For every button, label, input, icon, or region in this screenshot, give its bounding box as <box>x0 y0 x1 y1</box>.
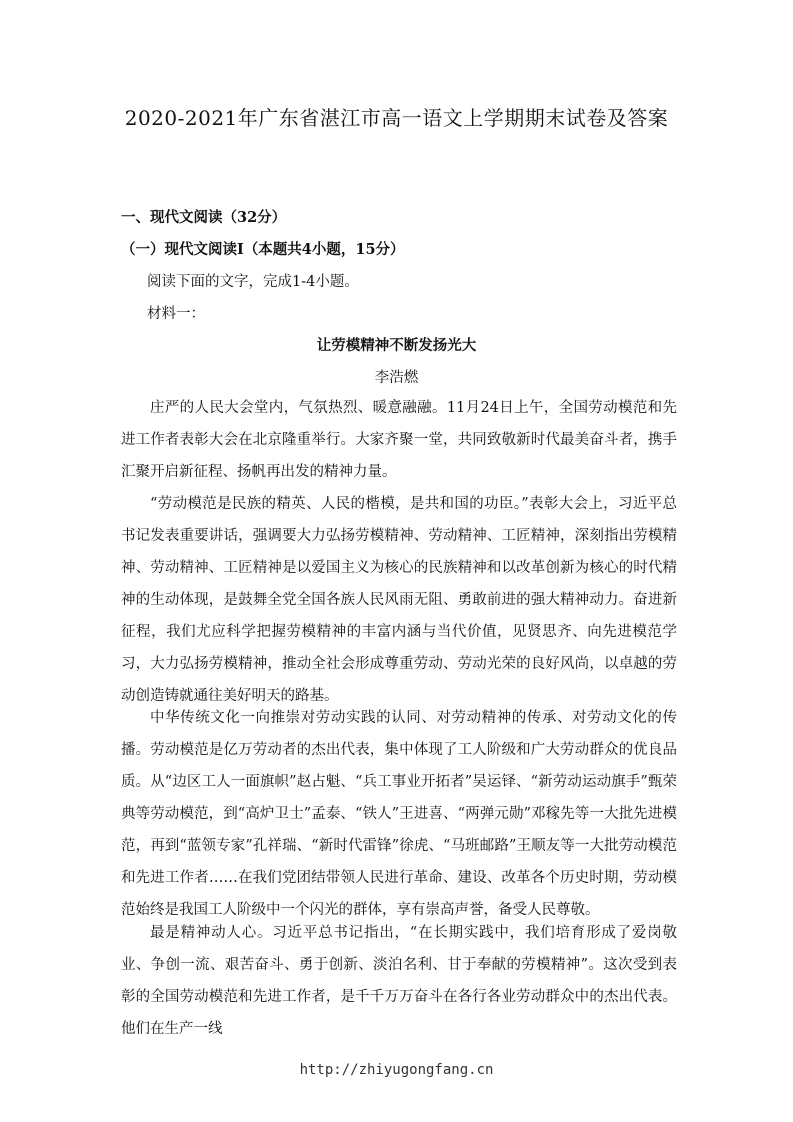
paragraph-1: 庄严的人民大会堂内，气氛热烈、暖意融融。11月24日上午，全国劳动模范和先进工作者表彰大会在北京隆重举行。大家齐聚一堂，共同致敬新时代最美奋斗者，携手汇聚开启新征程、扬帆再出发的精神力量。 <box>121 400 677 480</box>
footer-url: http://zhiyugongfang.cn <box>299 1062 494 1078</box>
article-author: 李浩燃 <box>374 370 419 386</box>
reading-instruction: 阅读下面的文字，完成1-4小题。 <box>147 274 359 290</box>
material-label: 材料一： <box>147 306 205 322</box>
document-title: 2020-2021年广东省湛江市高一语文上学期期末试卷及答案 <box>124 106 669 130</box>
subsection-heading: （一）现代文阅读Ⅰ（本题共4小题，15分） <box>121 241 405 258</box>
paragraph-4: 最是精神动人心。习近平总书记指出，“在长期实践中，我们培育形成了爱岗敬业、争创一流、艰苦奋斗、勇于创新、淡泊名利、甘于奉献的劳模精神”。这次受到表彰的全国劳动模范和先进工作者，是千千万万奋斗在各行各业劳动群众中的杰出代表。他们在生产一线 <box>121 925 677 1037</box>
section-heading: 一、现代文阅读（32分） <box>121 209 287 226</box>
paragraph-2: “劳动模范是民族的精英、人民的楷模，是共和国的功臣。”表彰大会上，习近平总书记发表重要讲话，强调要大力弘扬劳模精神、劳动精神、工匠精神，深刻指出劳模精神、劳动精神、工匠精神是以爱国主义为核心的民族精神和以改革创新为核心的时代精神的生动体现，是鼓舞全党全国各族人民风雨无阻、勇敢前进的强大精神动力。奋进新征程，我们尤应科学把握劳模精神的丰富内涵与当代价值，见贤思齐、向先进模范学习，大力弘扬劳模精神，推动全社会形成尊重劳动、劳动光荣的良好风尚，以卓越的劳动创造铸就通往美好明天的路基。 <box>121 496 677 704</box>
paragraph-3: 中华传统文化一向推崇对劳动实践的认同、对劳动精神的传承、对劳动文化的传播。劳动模范是亿万劳动者的杰出代表，集中体现了工人阶级和广大劳动群众的优良品质。从“边区工人一面旗帜”赵占魁、“兵工事业开拓者”吴运铎、“新劳动运动旗手”甄荣典等劳动模范，到“高炉卫士”孟泰、“铁人”王进喜、“两弹元勋”邓稼先等一大批先进模范，再到“蓝领专家”孔祥瑞、“新时代雷锋”徐虎、“马班邮路”王顺友等一大批劳动模范和先进工作者……在我们党团结带领人民进行革命、建设、改革各个历史时期，劳动模范始终是我国工人阶级中一个闪光的群体，享有崇高声誉，备受人民尊敬。 <box>121 710 677 918</box>
article-title: 让劳模精神不断发扬光大 <box>316 337 477 354</box>
